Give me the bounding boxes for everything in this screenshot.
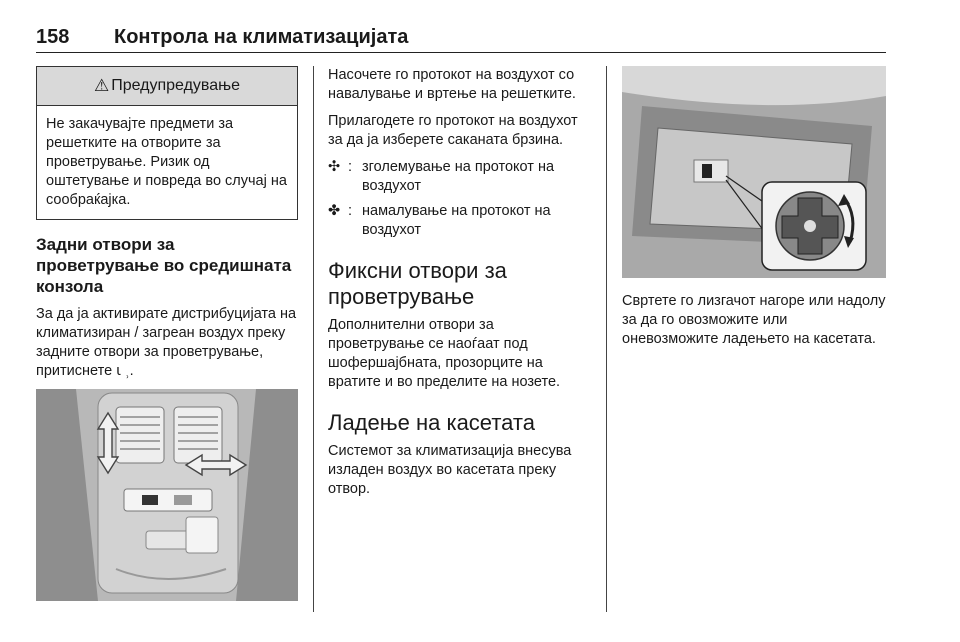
column-middle: [328, 66, 590, 507]
warning-body: Не закачувајте предмети за решетките на отворите за проветрување. Ризик од оштетување и повреда во случај на сообраќајка.: [46, 116, 287, 208]
warning-header: [37, 67, 297, 106]
column-left: [36, 66, 298, 601]
page-number: 158: [36, 26, 70, 48]
glovebox-cooling-text: Системот за климатизација внесува изладен воздух во касетата преку отвор.: [328, 443, 572, 497]
warning-triangle-icon: ⚠: [93, 76, 110, 95]
rear-vents-heading: Задни отвори за проветрување во средишната конзола: [36, 235, 292, 296]
list-item: ✣ : зголемување на протокот на воздухот: [328, 158, 590, 196]
fixed-vents-heading: Фиксни отвори за проветрување: [328, 258, 507, 309]
fan-decrease-icon: ✤: [328, 203, 341, 219]
list-item: ✤ : намалување на протокот на воздухот: [328, 202, 590, 240]
airflow-direction-text: Насочете го протокот на воздухот со навалување и вртење на решетките.: [328, 67, 576, 102]
fan-decrease-desc: намалување на протокот на воздухот: [362, 203, 551, 238]
page-title: Контрола на климатизацијата: [114, 26, 409, 48]
rear-console-vents-illustration: [36, 389, 298, 601]
column-divider: [313, 66, 314, 612]
airflow-speed-text: Прилагодете го протокот на воздухот за да ја изберете саканата брзина.: [328, 113, 578, 148]
rear-vent-button-icon: ꙇ ⸒: [116, 363, 130, 379]
glovebox-slider-text: Свртете го лизгачот нагоре или надолу за да го овозможите или оневозможите ладењето на касетата.: [622, 293, 886, 347]
fixed-vents-text: Дополнителни отвори за проветрување се наоѓаат под шофершајбната, прозорците на вратите и во пределите на нозете.: [328, 317, 561, 390]
glovebox-slider-illustration: [622, 66, 886, 278]
warning-box: [36, 66, 298, 220]
glovebox-cooling-heading: Ладење на касетата: [328, 410, 535, 435]
page-header: [36, 24, 886, 53]
column-divider: [606, 66, 607, 612]
rear-vents-text: За да ја активирате дистрибуцијата на климатизиран / загреан воздух преку задните отвори за проветрување, притиснете ꙇ ⸒.: [36, 306, 297, 379]
fan-increase-desc: зголемување на протокот на воздухот: [362, 159, 555, 194]
fan-increase-icon: ✣: [328, 159, 341, 175]
column-right: [622, 66, 886, 357]
warning-heading: Предупредување: [111, 77, 241, 94]
